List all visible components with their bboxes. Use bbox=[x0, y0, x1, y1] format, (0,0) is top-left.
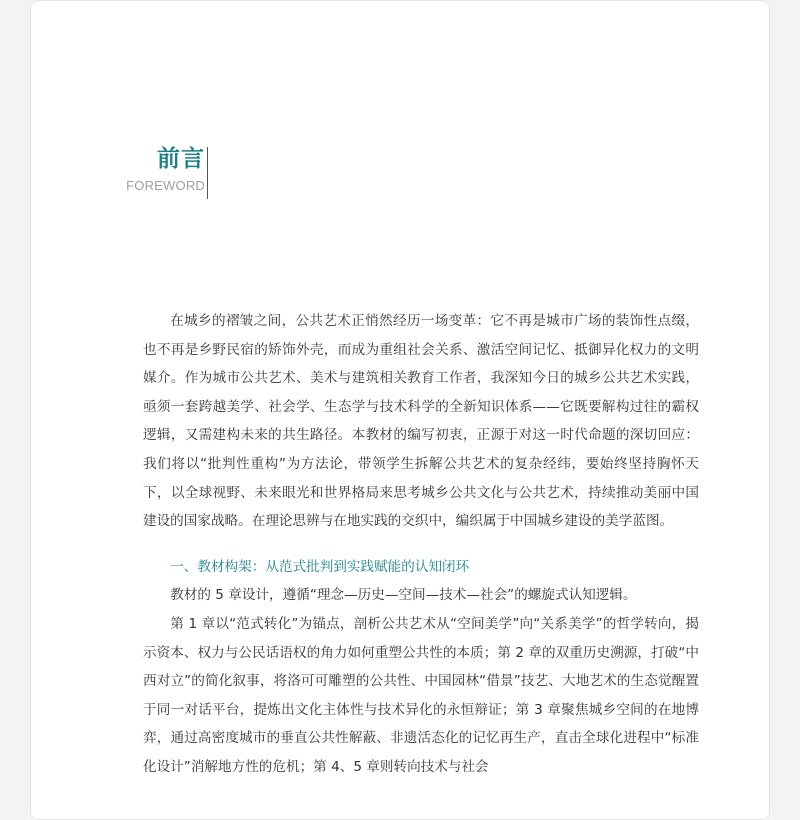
page-title: 前言 bbox=[157, 146, 205, 172]
paragraph: 在城乡的褶皱之间，公共艺术正悄然经历一场变革：它不再是城市广场的装饰性点缀，也不再是乡野民宿的矫饰外壳，而成为重组社会关系、激活空间记忆、抵御异化权力的文明媒介。作为城市公共艺术、美术与建筑相关教育工作者，我深知今日的城乡公共艺术实践，亟须一套跨越美学、社会学、生态学与技术科学的全新知识体系——它既要解构过往的霸权逻辑，又需建构未来的共生路径。本教材的编写初衷，正源于对这一时代命题的深切回应：我们将以“批判性重构”为方法论，带领学生拆解公共艺术的复杂经纬，要始终坚持胸怀天下，以全球视野、未来眼光和世界格局来思考城乡公共文化与公共艺术，持续推动美丽中国建设的国家战略。在理论思辨与在地实践的交织中，编织属于中国城乡建设的美学蓝图。 bbox=[143, 313, 699, 530]
page-subtitle: FOREWORD bbox=[126, 178, 205, 193]
paragraph: 第 1 章以“范式转化”为锚点，剖析公共艺术从“空间美学”向“关系美学”的哲学转向，揭示资本、权力与公民话语权的角力如何重塑公共性的本质；第 2 章的双重历史溯源，打破“中西对立”的简化叙事，将洛可可雕塑的公共性、中国园林“借景”技艺、大地艺术的生态觉醒置于同一对话平台，提炼出文化主体性与技术异化的永恒辩证；第 3 章聚焦城乡空间的在地博弈，通过高密度城市的垂直公共性解蔽、非遗活态化的记忆再生产，直击全球化进程中“标准化设计”消解地方性的危机；第 4、5 章则转向技术与社会 bbox=[143, 615, 699, 775]
body-text bbox=[143, 307, 699, 782]
heading-divider bbox=[207, 147, 208, 199]
foreword-heading bbox=[111, 145, 205, 194]
document-page bbox=[30, 0, 770, 820]
paragraph: 教材的 5 章设计，遵循“理念—历史—空间—技术—社会”的螺旋式认知逻辑。 bbox=[170, 587, 637, 604]
section-heading: 一、教材构架：从范式批判到实践赋能的认知闭环 bbox=[170, 558, 470, 575]
